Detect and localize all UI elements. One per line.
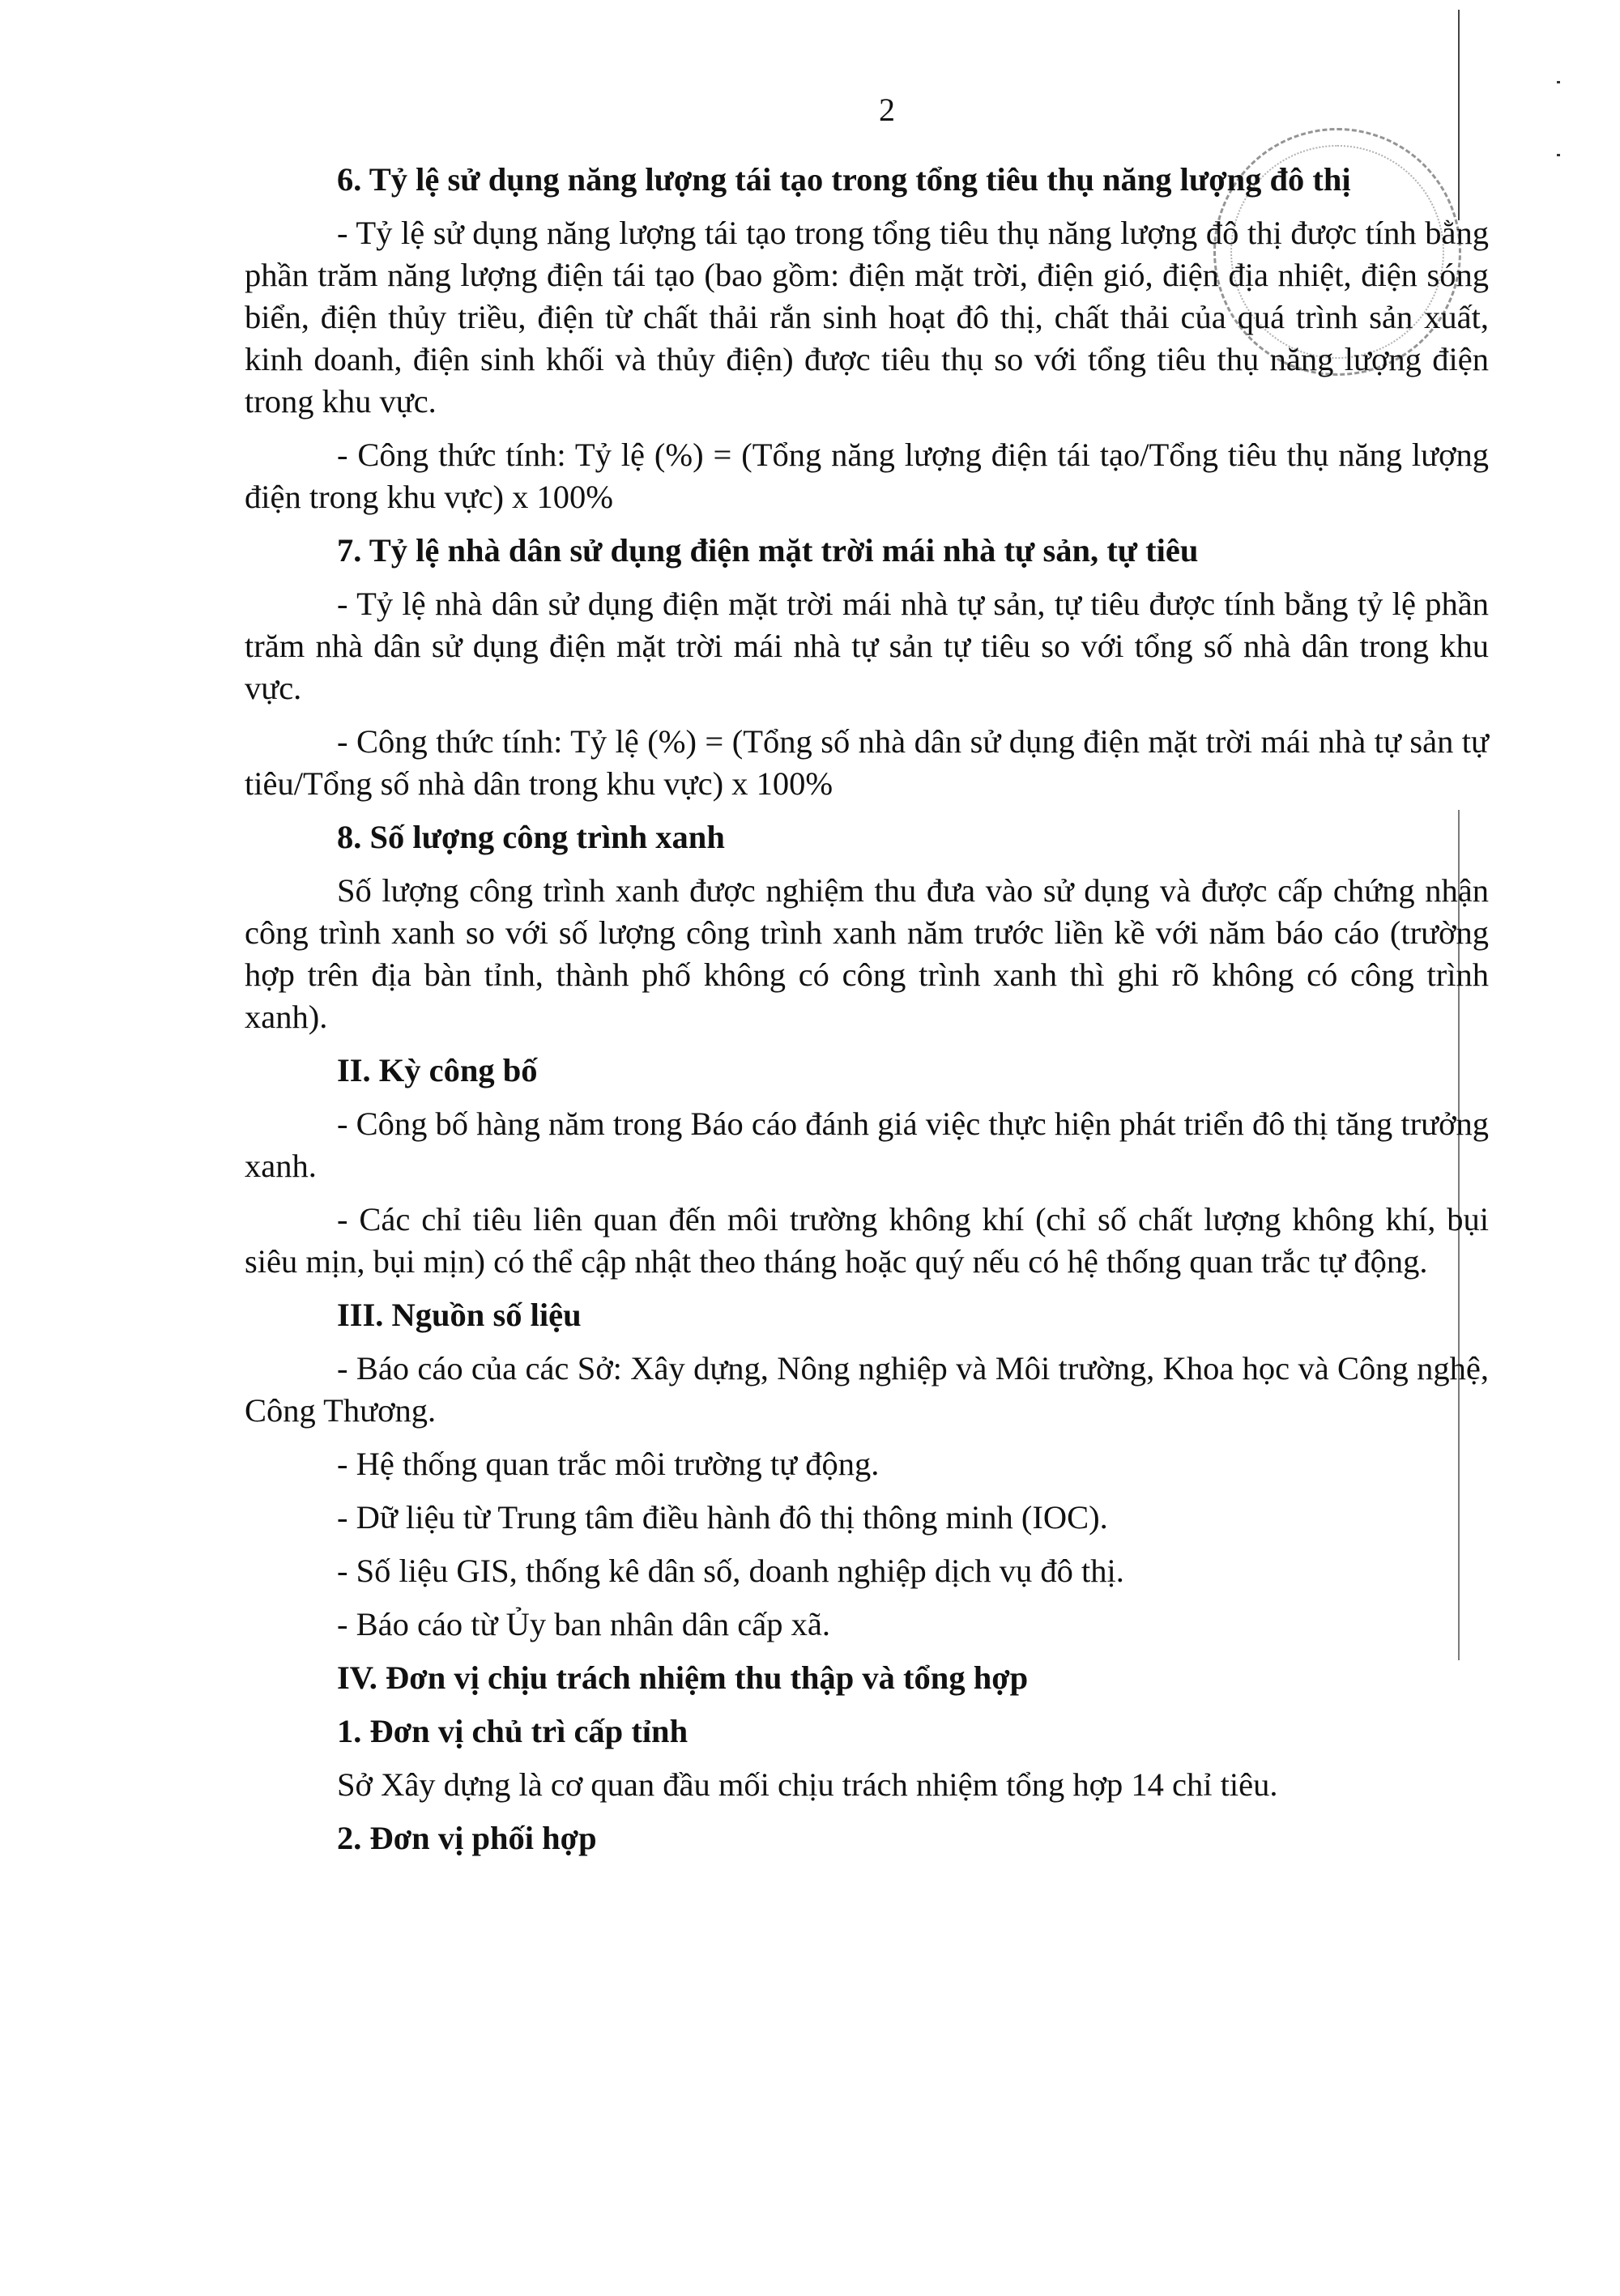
section-7-formula: - Công thức tính: Tỷ lệ (%) = (Tổng số nhà dân sử dụng điện mặt trời mái nhà tự sản tự tiêu/Tổng số nhà dân trong khu vực) x 100% (245, 723, 1489, 802)
section-7-heading: 7. Tỷ lệ nhà dân sử dụng điện mặt trời mái nhà tự sản, tự tiêu (337, 532, 1199, 569)
section-ii-paragraph: - Công bố hàng năm trong Báo cáo đánh giá việc thực hiện phát triển đô thị tăng trưởng xanh. (245, 1105, 1489, 1184)
scan-speck (1557, 81, 1560, 83)
document-body (245, 159, 1489, 1871)
section-ii-paragraph: - Các chỉ tiêu liên quan đến môi trường không khí (chỉ số chất lượng không khí, bụi siêu mịn, bụi mịn) có thể cập nhật theo tháng hoặc quý nếu có hệ thống quan trắc tự động. (245, 1201, 1489, 1280)
data-source-item: - Hệ thống quan trắc môi trường tự động. (337, 1446, 880, 1482)
section-ii-heading: II. Kỳ công bố (337, 1052, 538, 1088)
section-iv-1-heading: 1. Đơn vị chủ trì cấp tỉnh (337, 1713, 688, 1749)
section-iv-1-text: Sở Xây dựng là cơ quan đầu mối chịu trách nhiệm tổng hợp 14 chỉ tiêu. (337, 1766, 1278, 1803)
section-6-heading: 6. Tỷ lệ sử dụng năng lượng tái tạo trong tổng tiêu thụ năng lượng đô thị (337, 161, 1351, 198)
section-iv-heading: IV. Đơn vị chịu trách nhiệm thu thập và tổng hợp (337, 1659, 1029, 1696)
section-8-definition: Số lượng công trình xanh được nghiệm thu đưa vào sử dụng và được cấp chứng nhận công trình xanh so với số lượng công trình xanh năm trước liền kề với năm báo cáo (trường hợp trên địa bàn tỉnh, thành phố không có công trình xanh thì ghi rõ không có công trình xanh). (245, 872, 1489, 1035)
section-8-heading: 8. Số lượng công trình xanh (337, 819, 725, 855)
data-source-item: - Báo cáo từ Ủy ban nhân dân cấp xã. (337, 1606, 830, 1642)
section-iii-heading: III. Nguồn số liệu (337, 1297, 582, 1333)
data-source-item: - Số liệu GIS, thống kê dân số, doanh nghiệp dịch vụ đô thị. (337, 1553, 1124, 1589)
section-7-definition: - Tỷ lệ nhà dân sử dụng điện mặt trời mái nhà tự sản, tự tiêu được tính bằng tỷ lệ phần trăm nhà dân sử dụng điện mặt trời mái nhà tự sản tự tiêu so với tổng số nhà dân trong khu vực. (245, 586, 1489, 706)
page-number: 2 (879, 92, 895, 128)
section-iv-2-heading: 2. Đơn vị phối hợp (337, 1820, 597, 1856)
section-iii-paragraph: - Báo cáo của các Sở: Xây dựng, Nông nghiệp và Môi trường, Khoa học và Công nghệ, Công Thương. (245, 1350, 1489, 1429)
data-source-item: - Dữ liệu từ Trung tâm điều hành đô thị thông minh (IOC). (337, 1499, 1108, 1536)
section-6-formula: - Công thức tính: Tỷ lệ (%) = (Tổng năng lượng điện tái tạo/Tổng tiêu thụ năng lượng điện trong khu vực) x 100% (245, 437, 1489, 515)
section-6-definition: - Tỷ lệ sử dụng năng lượng tái tạo trong tổng tiêu thụ năng lượng đô thị được tính bằng phần trăm năng lượng điện tái tạo (bao gồm: điện mặt trời, điện gió, điện địa nhiệt, điện sóng biển, điện thủy triều, điện từ chất thải rắn sinh hoạt đô thị, chất thải của quá trình sản xuất, kinh doanh, điện sinh khối và thủy điện) được tiêu thụ so với tổng tiêu thụ năng lượng điện trong khu vực. (245, 215, 1489, 420)
scan-speck (1557, 154, 1560, 156)
